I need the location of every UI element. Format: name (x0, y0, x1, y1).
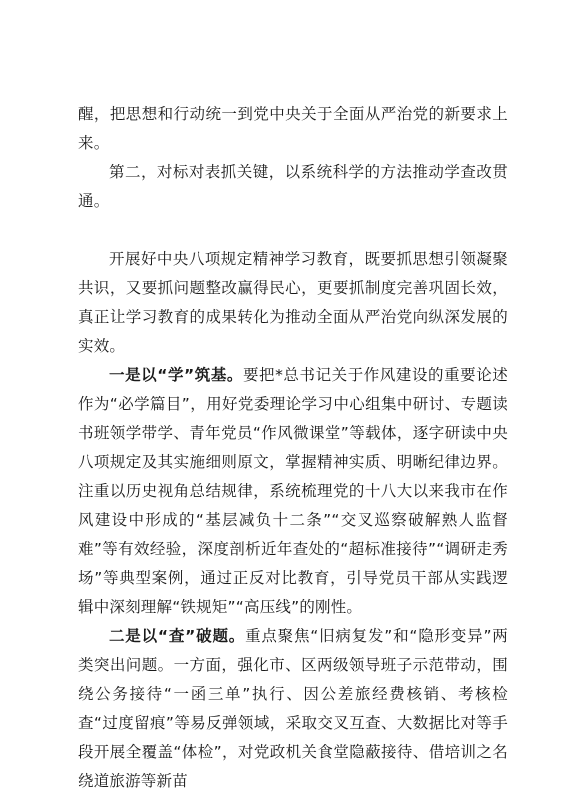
paragraph-study-body: 要把*总书记关于作风建设的重要论述作为“必学篇目”，用好党委理论学习中心组集中研讨、专题读书班领学带学、青年党员“作风微课堂”等载体，逐字研读中央八项规定及其实施细则原文，掌握精神实质、明晰纪律边界。注重以历史视角总结规律，系统梳理党的十八大以来我市在作风建设中形成的“基层减负十二条”“交叉巡察破解熟人监督难”等有效经验，深度剖析近年查处的“超标准接待”“调研走秀场”等典型案例，通过正反对比教育，引导党员干部从实践逻辑中深刻理解“铁规矩”“高压线”的刚性。 (78, 366, 508, 616)
paragraph-continuation: 醒，把思想和行动统一到党中央关于全面从严治党的新要求上来。 (78, 105, 508, 152)
section-heading-second: 第二，对标对表抓关键，以系统科学的方法推动学查改贯通。 (78, 163, 508, 210)
paragraph-inspect-body: 重点聚焦“旧病复发”和“隐形变异”两类突出问题。一方面，强化市、区两级领导班子示范带动，围绕公务接待“一函三单”执行、因公差旅经费核销、考核检查“过度留痕”等易反弹领域，采取交叉互查、大数据比对等手段开展全覆盖“体检”，对党政机关食堂隐蔽接待、借培训之名绕道旅游等新苗 (78, 627, 508, 790)
paragraph-inspect (78, 622, 508, 796)
paragraph-inspect-lead: 二是以“查”破题。 (109, 627, 246, 645)
paragraph-study-lead: 一是以“学”筑基。 (109, 366, 243, 384)
paragraph-spacer (78, 216, 508, 245)
paragraph-intro: 开展好中央八项规定精神学习教育，既要抓思想引领凝聚共识，又要抓问题整改赢得民心，更要抓制度完善巩固长效，真正让学习教育的成果转化为推动全面从严治党向纵深发展的实效。 (78, 250, 508, 355)
paragraph-study (78, 361, 508, 622)
document-body (78, 100, 508, 796)
